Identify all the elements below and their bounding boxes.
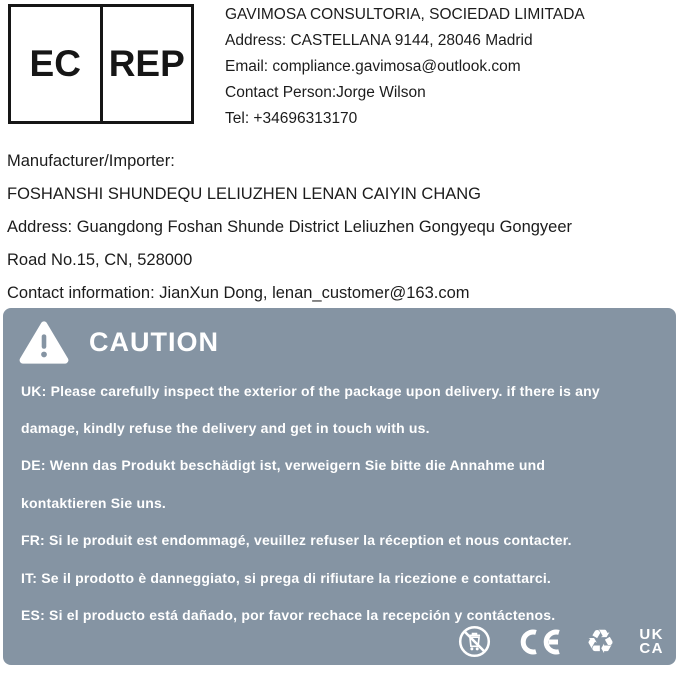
eu-rep-email: Email: compliance.gavimosa@outlook.com xyxy=(225,58,521,75)
ec-rep-right-label: REP xyxy=(100,7,192,121)
eu-rep-company: GAVIMOSA CONSULTORIA, SOCIEDAD LIMITADA xyxy=(225,6,585,23)
eu-rep-contact-person: Contact Person:Jorge Wilson xyxy=(225,84,426,101)
caution-line-it: IT: Se il prodotto è danneggiato, si prega di rifiutare la ricezione e contattarci. xyxy=(21,569,552,586)
certification-icons xyxy=(457,624,664,659)
caution-title: CAUTION xyxy=(89,327,219,357)
recycle-icon: ♻ xyxy=(585,622,616,661)
caution-line-de-1: DE: Wenn das Produkt beschädigt ist, verweigern Sie bitte die Annahme und xyxy=(21,457,546,474)
ec-rep-left-label: EC xyxy=(29,43,81,84)
eu-representative-info xyxy=(225,2,585,132)
manufacturer-contact: Contact information: JianXun Dong, lenan_customer@163.com xyxy=(7,284,470,302)
caution-line-de-2: kontaktieren Sie uns. xyxy=(21,494,167,511)
manufacturer-name: FOSHANSHI SHUNDEQU LELIUZHEN LENAN CAIYIN CHANG xyxy=(7,185,481,203)
ec-rep-symbol xyxy=(8,4,194,124)
warning-triangle-icon xyxy=(19,320,69,365)
manufacturer-heading: Manufacturer/Importer: xyxy=(7,152,175,170)
ukca-top-label: UK xyxy=(639,625,664,643)
caution-line-fr: FR: Si le produit est endommagé, veuillez refuser la réception et nous contacter. xyxy=(21,532,572,549)
caution-line-es: ES: Si el producto está dañado, por favor rechace la recepción y contáctenos. xyxy=(21,607,556,624)
caution-text xyxy=(21,372,666,634)
caution-line-uk-2: damage, kindly refuse the delivery and get in touch with us. xyxy=(21,420,430,437)
eu-rep-tel: Tel: +34696313170 xyxy=(225,110,358,127)
caution-header xyxy=(19,320,219,365)
ukca-bottom-label: CA xyxy=(639,639,664,657)
ukca-mark xyxy=(639,625,664,657)
no-disposal-icon xyxy=(457,624,492,659)
manufacturer-address-line2: Road No.15, CN, 528000 xyxy=(7,251,193,269)
caution-panel xyxy=(3,308,676,665)
caution-line-uk-1: UK: Please carefully inspect the exterior of the package upon delivery. if there is any xyxy=(21,382,600,399)
eu-rep-address: Address: CASTELLANA 9144, 28046 Madrid xyxy=(225,32,533,49)
ce-mark-icon xyxy=(516,628,562,656)
manufacturer-info xyxy=(7,145,572,310)
manufacturer-address-line1: Address: Guangdong Foshan Shunde District Leliuzhen Gongyequ Gongyeer xyxy=(7,218,573,236)
